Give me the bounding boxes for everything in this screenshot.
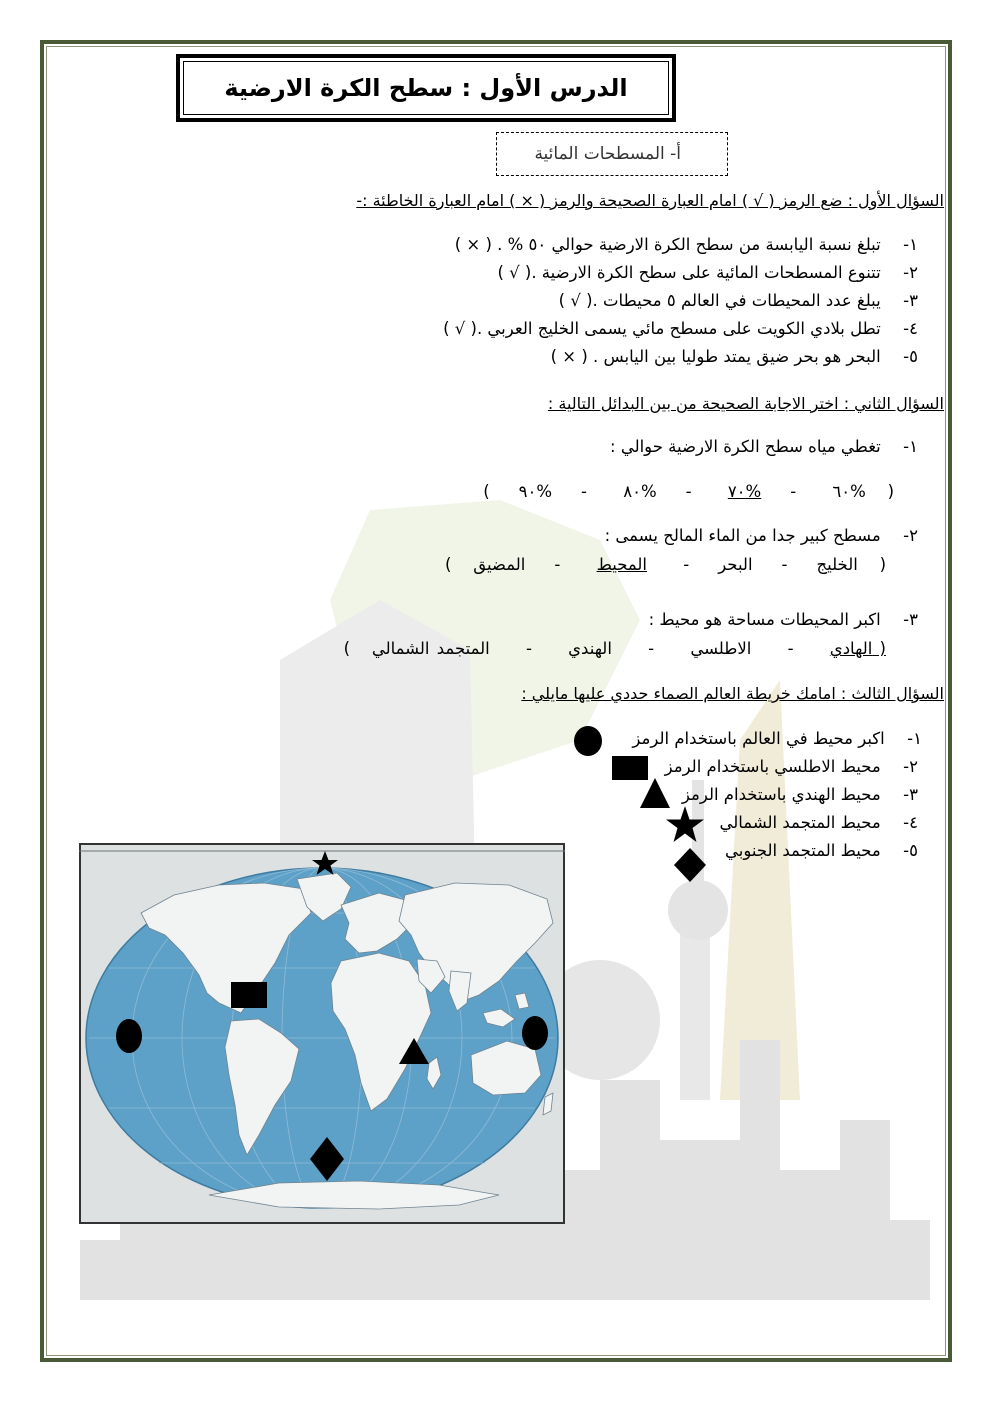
q2-option-60[interactable]: %٦٠ xyxy=(832,482,866,501)
circle-icon xyxy=(573,725,603,757)
q2-option-strait[interactable]: المضيق xyxy=(473,555,526,574)
q3-item-2-num: ٢- xyxy=(903,757,918,776)
q1-item-2-num: ٢- xyxy=(903,263,918,282)
q3-item-2 xyxy=(665,757,918,776)
q2-item-3-options: ( الهادي - الاطلسي - الهندي - المتجمد الشمالي ) xyxy=(343,639,886,658)
q3-item-3 xyxy=(682,785,918,804)
q1-item-5-text: البحر هو بحر ضيق يمتد طوليا بين اليابس . ( × ) xyxy=(550,347,881,366)
q2-item-3 xyxy=(649,610,918,629)
q3-item-2-text: محيط الاطلسي باستخدام الرمز xyxy=(664,757,881,776)
map-circle-icon xyxy=(116,1019,142,1053)
q3-item-5 xyxy=(725,841,918,860)
q2-option-sea[interactable]: البحر xyxy=(718,555,753,574)
q1-item-1 xyxy=(455,235,918,254)
q3-item-3-text: محيط الهندي باستخدام الرمز xyxy=(681,785,881,804)
star-icon xyxy=(666,806,704,844)
q2-option-90[interactable]: %٩٠ xyxy=(518,482,553,501)
q3-item-4-num: ٤- xyxy=(903,813,918,832)
q1-item-3-num: ٣- xyxy=(903,291,918,310)
q2-item-2-num: ٢- xyxy=(903,526,918,545)
q3-item-4 xyxy=(719,813,918,832)
q2-item-3-num: ٣- xyxy=(903,610,918,629)
q2-item-2 xyxy=(605,526,918,545)
q3-item-1-num: ١- xyxy=(907,729,922,748)
q1-item-5-num: ٥- xyxy=(903,347,918,366)
q2-item-1-num: ١- xyxy=(903,437,918,456)
q2-item-1-text: تغطي مياه سطح الكرة الارضية حوالي : xyxy=(610,437,881,456)
q2-option-ocean-answer[interactable]: المحيط xyxy=(596,555,648,574)
q1-item-4 xyxy=(443,319,918,338)
q2-item-2-text: مسطح كبير جدا من الماء المالح يسمى : xyxy=(604,526,881,545)
q1-item-1-text: تبلغ نسبة اليابسة من سطح الكرة الارضية حوالي ٥٠ % . ( × ) xyxy=(454,235,881,254)
q2-heading: السؤال الثاني : اختر الاجابة الصحيحة من بين البدائل التالية : xyxy=(547,394,944,413)
q1-item-2 xyxy=(497,263,918,282)
square-icon xyxy=(612,756,648,780)
q2-option-pacific-answer[interactable]: الهادي xyxy=(829,639,873,658)
q2-item-3-text: اكبر المحيطات مساحة هو محيط : xyxy=(648,610,881,629)
q2-option-70-answer[interactable]: %٧٠ xyxy=(727,482,762,501)
q3-item-5-text: محيط المتجمد الجنوبي xyxy=(725,841,881,860)
q3-item-3-num: ٣- xyxy=(903,785,918,804)
q2-item-2-options: ( الخليج - البحر - المحيط - المضيق ) xyxy=(445,555,886,574)
q3-item-5-num: ٥- xyxy=(903,841,918,860)
q2-item-1-options: ( %٦٠ - %٧٠ - %٨٠ - %٩٠ ) xyxy=(483,482,894,501)
q1-item-4-text: تطل بلادي الكويت على مسطح مائي يسمى الخليج العربي .( √ ) xyxy=(443,319,881,338)
q1-item-1-num: ١- xyxy=(903,235,918,254)
q1-item-3-text: يبلغ عدد المحيطات في العالم ٥ محيطات .( √ ) xyxy=(558,291,881,310)
q3-item-4-text: محيط المتجمد الشمالي xyxy=(719,813,881,832)
q1-item-3 xyxy=(559,291,918,310)
q3-item-1 xyxy=(632,729,922,748)
map-square-icon xyxy=(231,982,267,1008)
map-circle-icon xyxy=(522,1016,548,1050)
q2-option-gulf[interactable]: الخليج xyxy=(816,555,858,574)
triangle-icon xyxy=(640,778,670,808)
q3-heading: السؤال الثالث : امامك خريطة العالم الصماء حددي عليها مايلي : xyxy=(521,684,944,703)
q2-option-indian[interactable]: الهندي xyxy=(568,639,612,658)
title-box xyxy=(176,54,676,122)
q1-item-5 xyxy=(551,347,918,366)
diamond-icon xyxy=(674,848,706,882)
q2-option-80[interactable]: %٨٠ xyxy=(623,482,657,501)
page-title: الدرس الأول : سطح الكرة الارضية xyxy=(183,61,669,115)
q1-heading: السؤال الأول : ضع الرمز ( √ ) امام العبارة الصحيحة والرمز ( × ) امام العبارة الخاطئة :- xyxy=(356,191,944,210)
q3-item-1-text: اكبر محيط في العالم باستخدام الرمز xyxy=(632,729,885,748)
world-map xyxy=(79,843,565,1224)
q1-item-2-text: تتنوع المسطحات المائية على سطح الكرة الارضية .( √ ) xyxy=(497,263,881,282)
section-label: أ- المسطحات المائية xyxy=(496,132,728,176)
q2-option-atlantic[interactable]: الاطلسي xyxy=(690,639,752,658)
q2-item-1 xyxy=(610,437,918,456)
q1-item-4-num: ٤- xyxy=(903,319,918,338)
q2-option-arctic[interactable]: المتجمد الشمالي xyxy=(371,639,490,658)
